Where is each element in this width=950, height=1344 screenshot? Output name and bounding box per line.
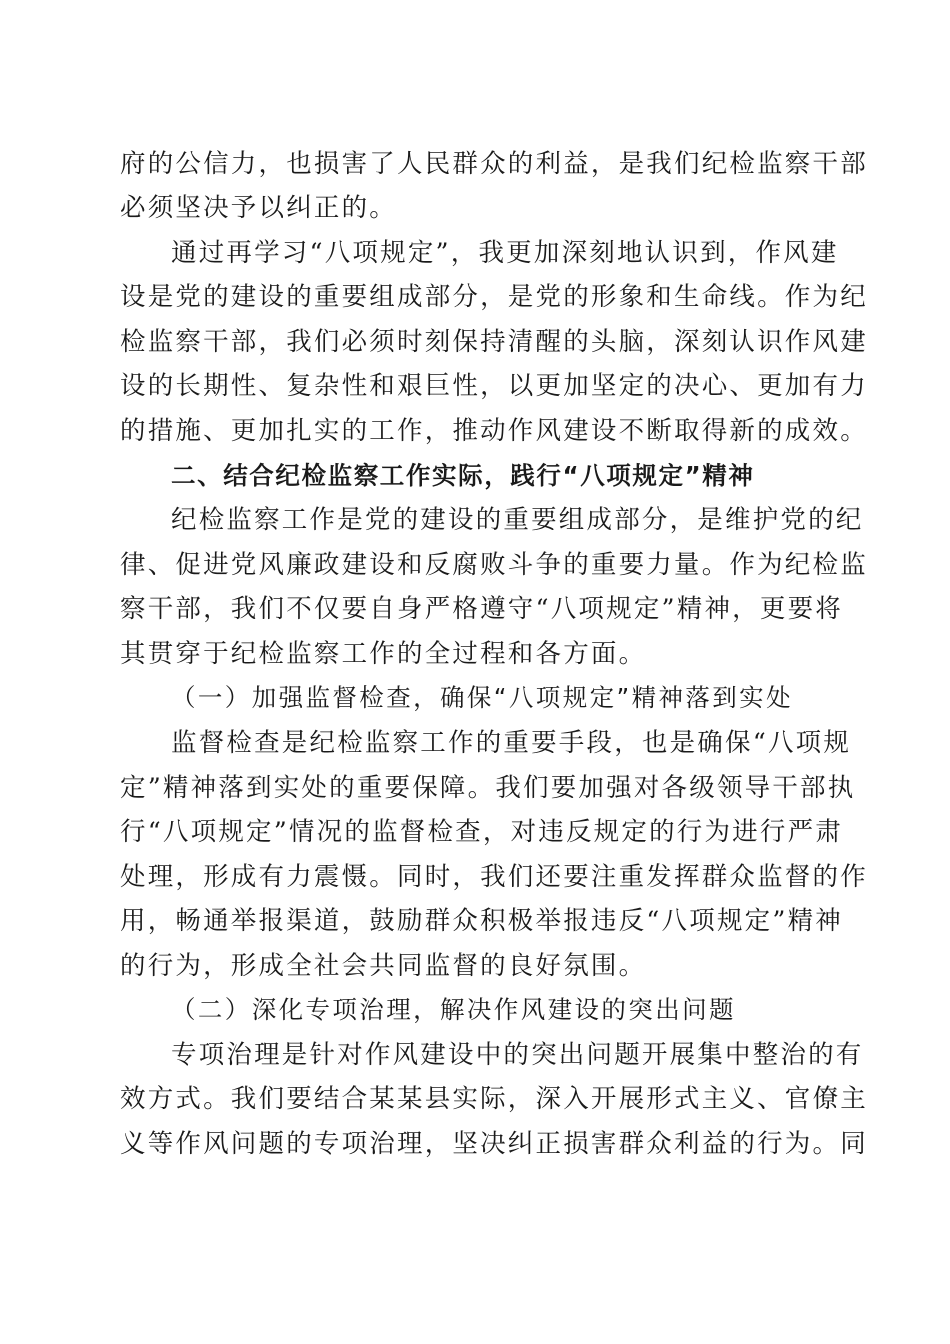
text-line: 的行为，形成全社会共同监督的良好氛围。 [120, 951, 647, 981]
text-line: 设是党的建设的重要组成部分，是党的形象和生命线。作为纪 [120, 282, 868, 312]
text-line: 纪检监察工作是党的建设的重要组成部分，是维护党的纪 [171, 505, 864, 535]
text-line: 设的长期性、复杂性和艰巨性，以更加坚定的决心、更加有力 [120, 371, 868, 401]
text-line: 义等作风问题的专项治理，坚决纠正损害群众利益的行为。同 [120, 1129, 868, 1159]
text-line: 行“八项规定”情况的监督检查，对违反规定的行为进行严肃 [120, 817, 843, 847]
subsection-heading: （一）加强监督检查，确保“八项规定”精神落到实处 [171, 683, 793, 712]
text-line: 处理，形成有力震慑。同时，我们还要注重发挥群众监督的作 [120, 862, 868, 892]
text-line: 律、促进党风廉政建设和反腐败斗争的重要力量。作为纪检监 [120, 550, 868, 580]
text-line: 府的公信力，也损害了人民群众的利益，是我们纪检监察干部 [120, 149, 868, 179]
text-line: 通过再学习“八项规定”，我更加深刻地认识到，作风建 [171, 238, 839, 268]
text-line: 其贯穿于纪检监察工作的全过程和各方面。 [120, 639, 647, 669]
text-line: 检监察干部，我们必须时刻保持清醒的头脑，深刻认识作风建 [120, 327, 868, 357]
text-line: 必须坚决予以纠正的。 [120, 193, 398, 223]
subsection-heading: （二）深化专项治理，解决作风建设的突出问题 [171, 995, 736, 1024]
text-line: 定”精神落到实处的重要保障。我们要加强对各级领导干部执 [120, 773, 856, 803]
text-line: 专项治理是针对作风建设中的突出问题开展集中整治的有 [171, 1040, 864, 1070]
text-line: 效方式。我们要结合某某县实际，深入开展形式主义、官僚主 [120, 1084, 868, 1114]
text-line: 察干部，我们不仅要自身严格遵守“八项规定”精神，更要将 [120, 594, 843, 624]
text-line: 的措施、更加扎实的工作，推动作风建设不断取得新的成效。 [120, 416, 868, 446]
text-line: 用，畅通举报渠道，鼓励群众积极举报违反“八项规定”精神 [120, 906, 843, 936]
text-line: 监督检查是纪检监察工作的重要手段，也是确保“八项规 [171, 728, 852, 758]
section-heading: 二、结合纪检监察工作实际，践行“八项规定”精神 [171, 461, 755, 490]
